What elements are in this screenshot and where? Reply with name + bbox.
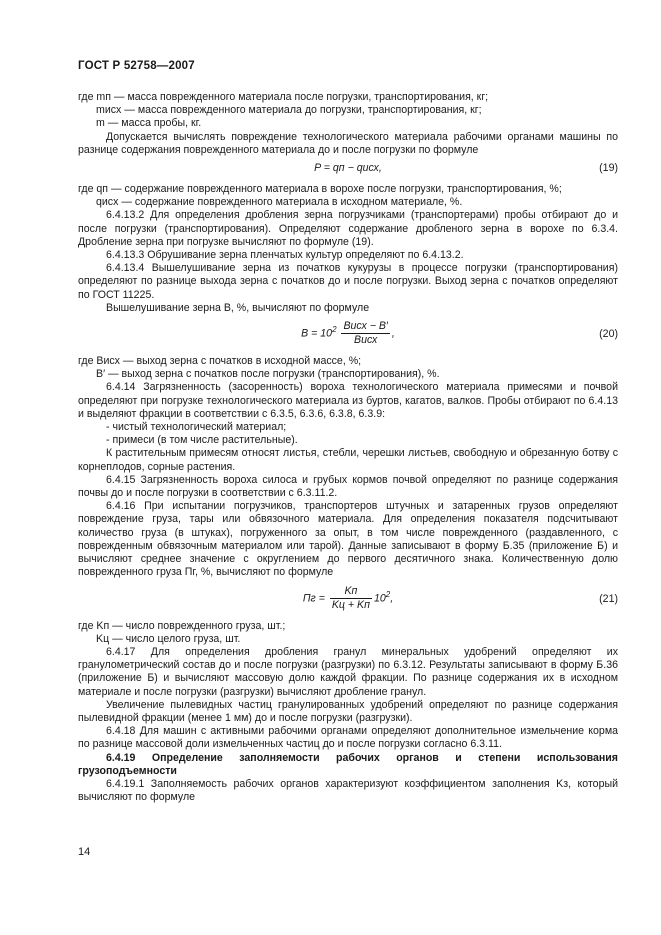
paragraph: Kц — число целого груза, шт. xyxy=(96,632,241,645)
paragraph: Допускается вычислять повреждение технологического материала рабочими органами машины по разнице содержания поврежденного материала до и после погрузки по формуле xyxy=(78,130,618,156)
paragraph: B′ — выход зерна с початков после погрузки (транспортирования), %. xyxy=(96,368,440,381)
formula-fraction xyxy=(341,320,389,347)
paragraph: qисх — содержание поврежденного материала в исходном материале, %. xyxy=(96,196,463,209)
formula-exponent: 2 xyxy=(332,325,337,335)
paragraph: mисх — масса поврежденного материала до погрузки, транспортирования, кг; xyxy=(96,104,482,117)
fraction-numerator: Bисх − B′ xyxy=(341,320,389,334)
formula-exponent: 2 xyxy=(385,589,391,599)
paragraph: где qп — содержание поврежденного материала в ворохе после погрузки, транспортирования, %; xyxy=(78,183,562,196)
paragraph: 6.4.18 Для машин с активными рабочими органами определяют дополнительное измельчение корма по разнице массовой доли измельченных частиц до и после погрузки согласно 6.3.11. xyxy=(78,725,618,751)
paragraph: 6.4.17 Для определения дробления гранул минеральных удобрений определяют их гранулометрический состав до и после погрузки (разгрузки) по 6.3.12. Результаты записывают в форму Б.36 (приложение Б) и вычисляют массовую долю каждой фракции. По разнице содержания их в исходном материале и после погрузки (разгрузки) вычисляют дробление гранул. xyxy=(78,645,618,698)
paragraph: где mп — масса поврежденного материала после погрузки, транспортирования, кг; xyxy=(78,91,489,103)
paragraph: 6.4.16 При испытании погрузчиков, транспортеров штучных и затаренных грузов определяют повреждение груза, тары или обвязочного материала. Для определения показателя подсчитывают количество груза (в штуках), погруженного за опыт, в том числе поврежденного (раздавленного, с поврежденным обвязочным материалом или тарой). Данные записывают в форму Б.35 (приложение Б) и вычисляют среднее значение с округлением до первого десятичного знака. Количественную долю поврежденного груза Пг, %, вычисляют по формуле xyxy=(78,500,618,579)
list-item: - чистый технологический материал; xyxy=(106,421,287,434)
paragraph: 6.4.14 Загрязненность (засоренность) вороха технологического материала примесями и почвой определяют при погрузке технологического материала из буртов, кагатов, валков. Пробы отбирают по 6.4.13 и выделяют фракции в соответствии с 6.3.5, 6.3.6, 6.3.8, 6.3.9: xyxy=(78,381,618,420)
paragraph: где Kп — число поврежденного груза, шт.; xyxy=(78,619,286,632)
formula-19 xyxy=(78,160,618,180)
page-number: 14 xyxy=(78,846,91,858)
section-heading: 6.4.19 Определение заполняемости рабочих органов и степени использования грузоподъемности xyxy=(78,751,618,777)
formula-number: (19) xyxy=(599,162,618,175)
formula-fraction xyxy=(330,585,372,612)
fraction-numerator: Kп xyxy=(330,585,372,599)
formula-expression: P = qп − qисх, xyxy=(314,162,382,175)
paragraph: 6.4.19.1 Заполняемость рабочих органов характеризуют коэффициентом заполнения Kз, который вычисляют по формуле xyxy=(78,777,618,804)
formula-20 xyxy=(78,318,618,352)
paragraph: 6.4.13.2 Для определения дробления зерна погрузчиками (транспортерами) пробы отбирают до и после погрузки (транспортирования). Определяют содержание дробленого зерна в ворохе по 6.3.4. Дробление зерна при погрузке вычисляют по формуле (19). xyxy=(78,209,618,248)
formula-21 xyxy=(78,583,618,617)
paragraph: где Bисх — выход зерна с початков в исходной массе, %; xyxy=(78,355,362,368)
formula-expression xyxy=(78,585,618,612)
page-header: ГОСТ Р 52758—2007 xyxy=(78,60,195,72)
fraction-denominator: Kц + Kп xyxy=(331,598,370,611)
fraction-denominator: Bисх xyxy=(354,334,378,347)
formula-number: (20) xyxy=(599,328,618,341)
formula-tail: , xyxy=(390,592,394,604)
formula-tail: , xyxy=(391,327,395,340)
page-content xyxy=(78,91,618,804)
paragraph: 6.4.13.4 Вышелушивание зерна из початков кукурузы в процессе погрузки (транспортирования) определяют по разнице выхода зерна с початков до и после погрузки. Выход зерна с початков определяют по ГОСТ 11225. xyxy=(78,262,618,301)
formula-lhs: B = 10 xyxy=(301,327,333,340)
formula-lhs: Пг = xyxy=(302,592,325,604)
paragraph: Вышелушивание зерна B, %, вычисляют по формуле xyxy=(106,301,370,314)
formula-multiplier: 10 xyxy=(373,592,386,604)
paragraph: 6.4.13.3 Обрушивание зерна пленчатых культур определяют по 6.4.13.2. xyxy=(106,249,464,262)
paragraph: К растительным примесям относят листья, стебли, черешки листьев, свободную и обрезанную ботву с корнеплодов, сорные растения. xyxy=(78,447,618,473)
paragraph: m — масса пробы, кг. xyxy=(96,117,202,130)
paragraph: 6.4.15 Загрязненность вороха силоса и грубых кормов почвой определяют по разнице содержания почвы до и после погрузки в соответствии с 6.3.11.2. xyxy=(78,473,618,500)
formula-number: (21) xyxy=(599,592,618,605)
formula-expression xyxy=(78,320,618,347)
list-item: - примеси (в том числе растительные). xyxy=(106,434,298,447)
paragraph: Увеличение пылевидных частиц гранулированных удобрений определяют по разнице содержания пылевидной фракции (менее 1 мм) до и после погрузки (разгрузки). xyxy=(78,698,618,724)
